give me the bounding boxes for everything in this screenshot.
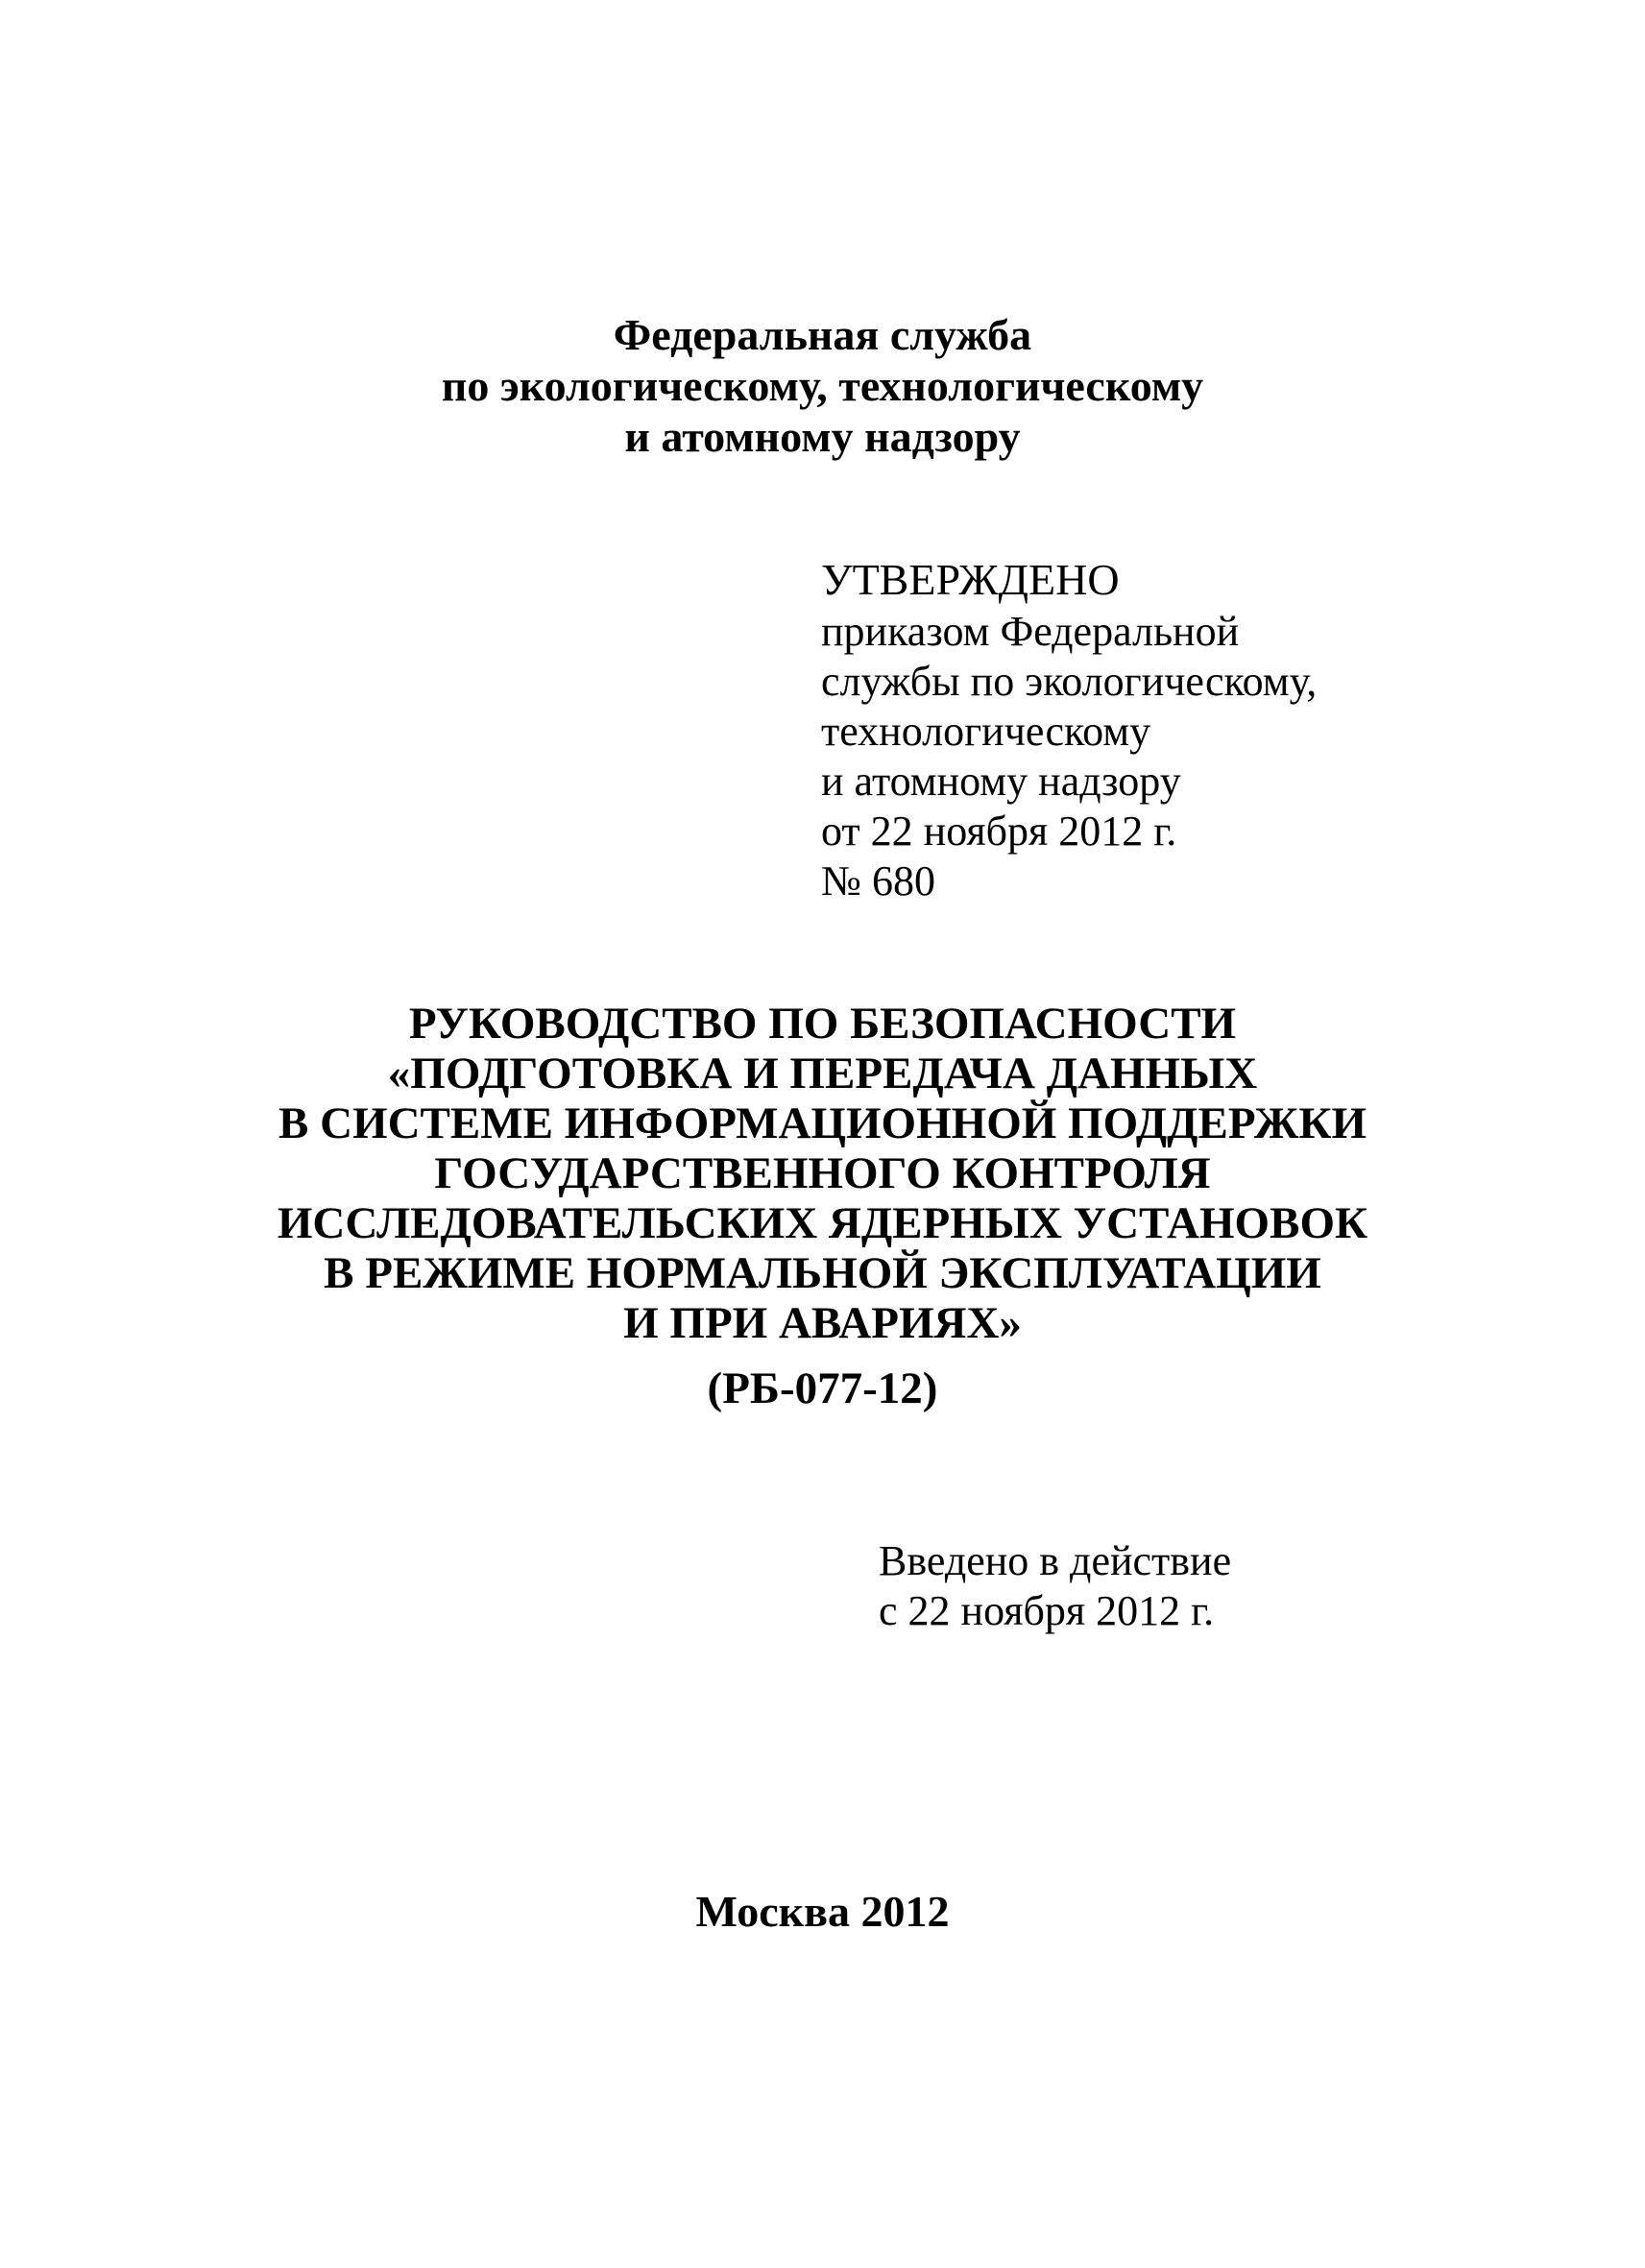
title-line: РУКОВОДСТВО ПО БЕЗОПАСНОСТИ	[408, 999, 1237, 1049]
issuing-agency	[0, 309, 1645, 462]
approval-stamp: УТВЕРЖДЕНО	[821, 555, 1120, 604]
approval-line: приказом Федеральной	[821, 608, 1240, 655]
title-line: «ПОДГОТОВКА И ПЕРЕДАЧА ДАННЫХ	[387, 1049, 1258, 1098]
title-line: В СИСТЕМЕ ИНФОРМАЦИОННОЙ ПОДДЕРЖКИ	[278, 1098, 1367, 1148]
approval-block	[821, 555, 1317, 906]
effective-line: Введено в действие	[879, 1537, 1232, 1584]
agency-line: Федеральная служба	[613, 310, 1032, 359]
place-and-year: Москва 2012	[695, 1887, 950, 1936]
effective-date: с 22 ноября 2012 г.	[879, 1587, 1215, 1634]
agency-line: и атомному надзору	[624, 412, 1021, 461]
agency-line: по экологическому, технологическому	[441, 361, 1204, 410]
approval-order-number: № 680	[821, 857, 935, 905]
title-line: И ПРИ АВАРИЯХ»	[623, 1298, 1022, 1348]
approval-line: и атомному надзору	[821, 758, 1181, 805]
approval-date: от 22 ноября 2012 г.	[821, 808, 1177, 855]
approval-line: технологическому	[821, 708, 1151, 755]
title-line: ИССЛЕДОВАТЕЛЬСКИХ ЯДЕРНЫХ УСТАНОВОК	[277, 1198, 1368, 1248]
approval-line: службы по экологическому,	[821, 658, 1318, 705]
document-title	[0, 999, 1645, 1413]
title-line: ГОСУДАРСТВЕННОГО КОНТРОЛЯ	[434, 1148, 1211, 1198]
document-code: (РБ-077-12)	[707, 1363, 938, 1413]
title-line: В РЕЖИМЕ НОРМАЛЬНОЙ ЭКСПЛУАТАЦИИ	[324, 1248, 1321, 1298]
effective-date-note	[879, 1536, 1231, 1636]
